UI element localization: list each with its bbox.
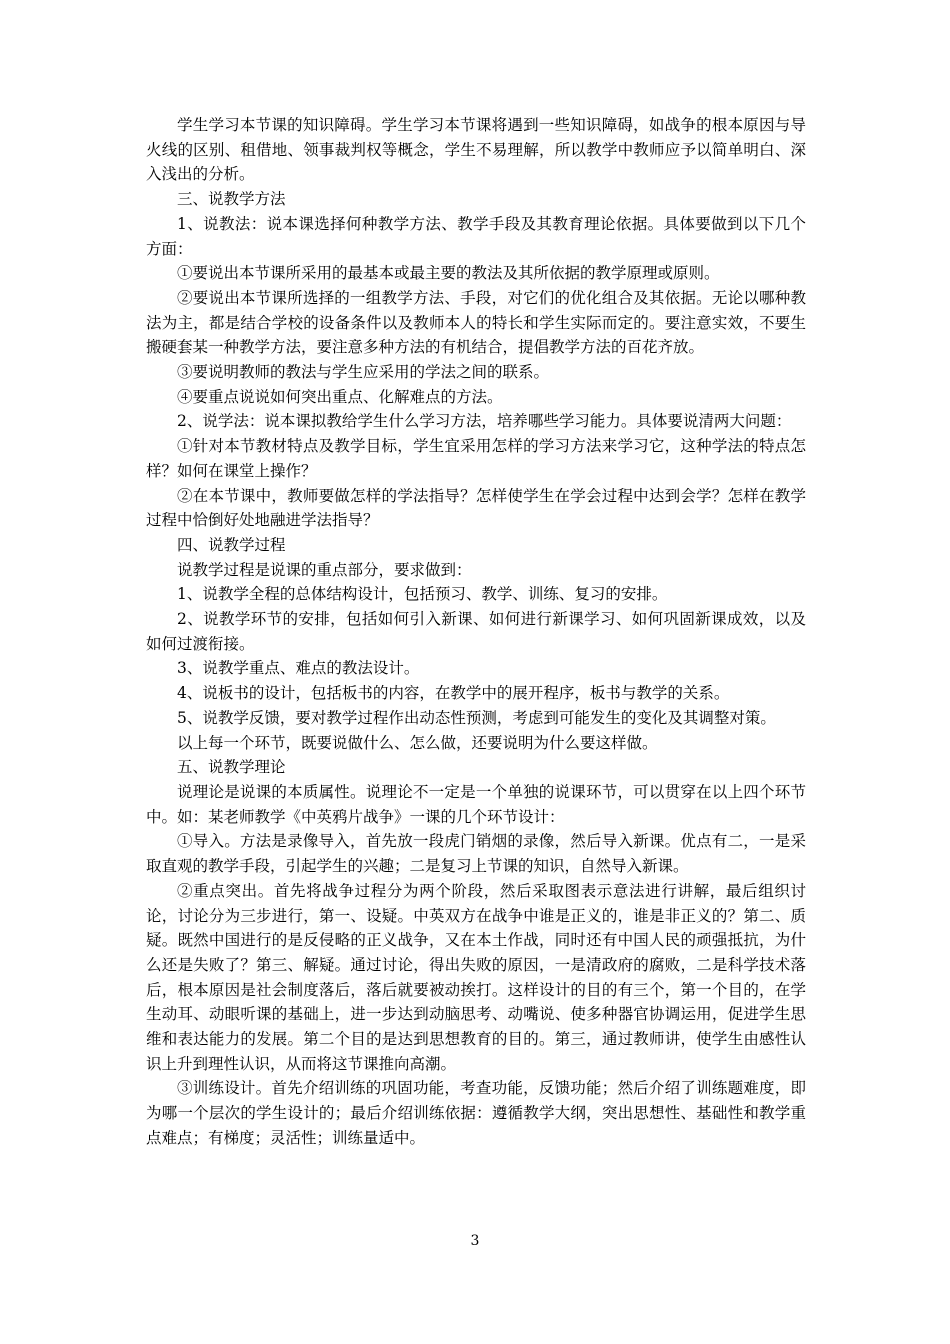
list-item: ④要重点说说如何突出重点、化解难点的方法。 [177, 387, 503, 406]
list-item: 4、说板书的设计，包括板书的内容，在教学中的展开程序，板书与教学的关系。 [177, 684, 730, 703]
list-item: ①导入。方法是录像导入，首先放一段虎门销烟的录像，然后导入新课。优点有二，一是采取直观的教学手段，引起学生的兴趣；二是复习上节课的知识，自然导入新课。 [146, 832, 806, 876]
paragraph: 以上每一个环节，既要说做什么、怎么做，还要说明为什么要这样做。 [177, 733, 658, 752]
list-item: ②重点突出。首先将战争过程分为两个阶段，然后采取图表示意法进行讲解，最后组织讨论，讨论分为三步进行，第一、设疑。中英双方在战争中谁是正义的，谁是非正义的？第二、质疑。既然中国进行的是反侵略的正义战争，又在本土作战，同时还有中国人民的顽强抵抗，为什么还是失败了？第三、解疑。通过讨论，得出失败的原因，一是清政府的腐败，二是科学技术落后，根本原因是社会制度落后，落后就要被动挨打。这样设计的目的有三个，第一个目的，在学生动耳、动眼听课的基础上，进一步达到动脑思考、动嘴说、使多种器官协调运用，促进学生思维和表达能力的发展。第二个目的是达到思想教育的目的。第三，通过教师讲，使学生由感性认识上升到理性认识，从而将这节课推向高潮。 [146, 881, 806, 1073]
paragraph: 1、说教法：说本课选择何种教学方法、教学手段及其教育理论依据。具体要做到以下几个方面： [146, 214, 806, 258]
section-heading: 三、说教学方法 [177, 190, 286, 209]
list-item: ①要说出本节课所采用的最基本或最主要的教法及其所依据的教学原理或原则。 [177, 264, 720, 283]
list-item: 5、说教学反馈，要对教学过程作出动态性预测，考虑到可能发生的变化及其调整对策。 [177, 708, 776, 727]
section-heading: 四、说教学过程 [177, 535, 286, 554]
list-item: ③要说明教师的教法与学生应采用的学法之间的联系。 [177, 363, 550, 382]
paragraph: 说理论是说课的本质属性。说理论不一定是一个单独的说课环节，可以贯穿在以上四个环节中。如：某老师教学《中英鸦片战争》一课的几个环节设计： [146, 782, 806, 826]
paragraph: 学生学习本节课的知识障碍。学生学习本节课将遇到一些知识障碍，如战争的根本原因与导火线的区别、租借地、领事裁判权等概念，学生不易理解，所以教学中教师应予以简单明白、深入浅出的分析。 [146, 116, 806, 184]
paragraph: 说教学过程是说课的重点部分，要求做到： [177, 560, 472, 579]
list-item: 2、说教学环节的安排，包括如何引入新课、如何进行新课学习、如何巩固新课成效，以及如何过渡衔接。 [146, 610, 806, 653]
section-heading: 五、说教学理论 [177, 758, 286, 777]
document-body [146, 113, 806, 1151]
list-item: ②在本节课中，教师要做怎样的学法指导？怎样使学生在学会过程中达到会学？怎样在教学过程中恰倒好处地融进学法指导？ [146, 486, 806, 530]
list-item: ①针对本节教材特点及教学目标，学生宜采用怎样的学习方法来学习它，这种学法的特点怎样？如何在课堂上操作？ [146, 437, 806, 480]
list-item: ②要说出本节课所选择的一组教学方法、手段，对它们的优化组合及其依据。无论以哪种教法为主，都是结合学校的设备条件以及教师本人的特长和学生实际而定的。要注意实效，不要生搬硬套某一种教学方法，要注意多种方法的有机结合，提倡教学方法的百花齐放。 [146, 288, 806, 357]
list-item: ③训练设计。首先介绍训练的巩固功能，考查功能，反馈功能；然后介绍了训练题难度，即为哪一个层次的学生设计的；最后介绍训练依据：遵循教学大纲，突出思想性、基础性和教学重点难点；有梯度；灵活性；训练量适中。 [146, 1079, 806, 1147]
paragraph: 2、说学法：说本课拟教给学生什么学习方法，培养哪些学习能力。具体要说清两大问题： [177, 412, 792, 431]
page-number: 3 [470, 1233, 480, 1249]
list-item: 3、说教学重点、难点的教法设计。 [177, 659, 420, 678]
list-item: 1、说教学全程的总体结构设计，包括预习、教学、训练、复习的安排。 [177, 585, 668, 604]
